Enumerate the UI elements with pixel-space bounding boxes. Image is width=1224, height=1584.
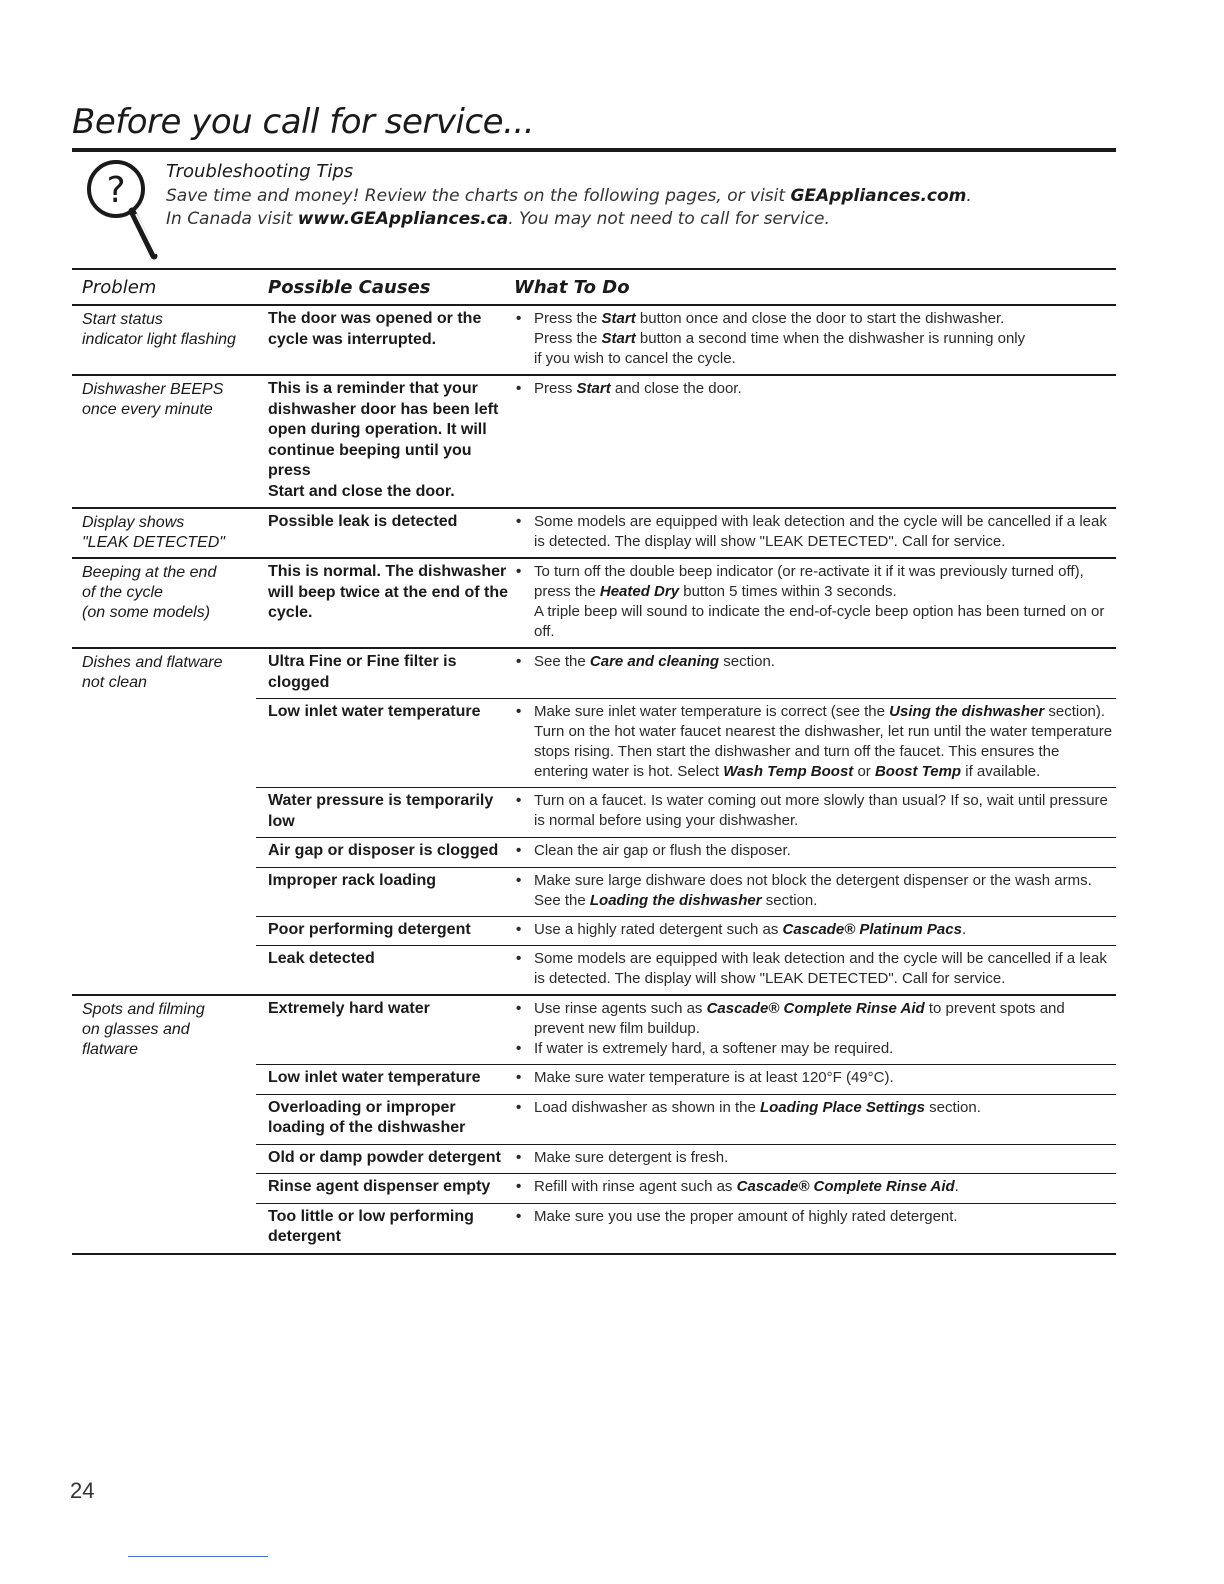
table-row — [256, 1144, 1116, 1174]
todo-text: Make sure inlet water temperature is correct (see the Using the dishwasher section). Turn on the hot water faucet nearest the dishwasher, let run until the water temperature stops rising. Then start the dishwasher and turn off the faucet. This ensures the entering water is hot. Select Wash Temp Boost or Boost Temp if available. — [534, 703, 1113, 780]
todo-text: Some models are equipped with leak detection and the cycle will be cancelled if a leak is detected. The display will show "LEAK DETECTED". Call for service. — [534, 513, 1107, 550]
todo-text: Clean the air gap or flush the disposer. — [534, 842, 791, 859]
what-to-do — [514, 699, 1116, 787]
todo-text: See the Care and cleaning section. — [534, 653, 775, 670]
bullet-icon: • — [516, 703, 522, 720]
problem-label: Beeping at the end of the cycle (on some models) — [82, 564, 217, 621]
what-to-do — [514, 1204, 1116, 1253]
table-row — [256, 996, 1116, 1064]
todo-line — [514, 512, 1116, 552]
what-to-do — [514, 559, 1116, 647]
table-header — [72, 270, 1116, 304]
table-row — [256, 1203, 1116, 1253]
problem-group — [72, 374, 1116, 507]
ge-canada-website-link[interactable]: www.GEAppliances.ca — [297, 209, 509, 229]
table-row — [256, 376, 1116, 507]
bullet-icon: • — [516, 920, 522, 938]
todo-text: Turn on a faucet. Is water coming out more slowly than usual? If so, wait until pressure is normal before using your dishwasher. — [534, 792, 1108, 829]
table-row — [256, 867, 1116, 916]
bullet-icon: • — [516, 513, 522, 530]
header-problem: Problem — [82, 276, 157, 298]
title-rule — [72, 148, 1116, 152]
table-row — [256, 306, 1116, 374]
todo-line — [514, 1207, 1116, 1227]
table-row — [256, 649, 1116, 698]
bullet-icon: • — [516, 842, 522, 859]
bullet-icon: • — [516, 950, 522, 967]
possible-cause: Improper rack loading — [268, 871, 437, 889]
page-title: Before you call for service... — [72, 102, 534, 142]
todo-text: Press Start and close the door. — [534, 380, 742, 397]
what-to-do — [514, 868, 1116, 916]
table-row — [256, 837, 1116, 867]
table-body — [72, 304, 1116, 1253]
possible-cause: Low inlet water temperature — [268, 703, 481, 720]
bullet-icon — [514, 329, 534, 349]
todo-line — [514, 702, 1116, 782]
todo-text: Make sure large dishware does not block the detergent dispenser or the wash arms. See the Loading the dishwasher section. — [534, 871, 1092, 909]
possible-cause: Water pressure is temporarily low — [268, 792, 494, 830]
what-to-do — [514, 996, 1116, 1064]
problem-label: Start status indicator light flashing — [82, 311, 236, 348]
table-row — [256, 1094, 1116, 1144]
bullet-icon: • — [516, 1069, 522, 1086]
table-row — [256, 1173, 1116, 1203]
problem-group — [72, 994, 1116, 1253]
table-row — [256, 945, 1116, 994]
todo-text: Make sure water temperature is at least 120°F (49°C). — [534, 1069, 894, 1086]
possible-cause: This is normal. The dishwasher will beep twice at the end of the cycle. — [268, 563, 509, 621]
problem-label: Dishwasher BEEPS once every minute — [82, 381, 224, 418]
bullet-icon: • — [516, 1040, 522, 1057]
possible-cause: Old or damp powder detergent — [268, 1148, 501, 1166]
tips-line-1: Save time and money! Review the charts on the following pages, or visit GEAppliances.com. — [166, 186, 972, 206]
troubleshooting-table — [72, 268, 1116, 1255]
table-row — [256, 509, 1116, 557]
todo-line — [514, 1098, 1116, 1118]
possible-cause: Poor performing detergent — [268, 920, 471, 938]
todo-line — [514, 1068, 1116, 1088]
what-to-do — [514, 1145, 1116, 1174]
todo-text: If water is extremely hard, a softener may be required. — [534, 1040, 894, 1057]
possible-cause: Low inlet water temperature — [268, 1069, 481, 1086]
table-row — [256, 916, 1116, 946]
todo-text: Some models are equipped with leak detection and the cycle will be cancelled if a leak is detected. The display will show "LEAK DETECTED". Call for service. — [534, 950, 1107, 987]
todo-text: Load dishwasher as shown in the Loading Place Settings section. — [534, 1098, 981, 1116]
todo-line — [514, 949, 1116, 989]
todo-line — [514, 1039, 1116, 1059]
bullet-icon — [514, 349, 534, 369]
table-end-rule — [72, 1253, 1116, 1255]
what-to-do — [514, 1095, 1116, 1144]
todo-text: Make sure detergent is fresh. — [534, 1148, 729, 1166]
bullet-icon: • — [516, 1148, 522, 1166]
bullet-icon: • — [516, 1000, 522, 1017]
possible-cause: This is a reminder that your dishwasher door has been left open during operation. It will continue beeping until you press Start and close the door. — [268, 380, 499, 500]
what-to-do — [514, 376, 1116, 507]
footnote-rule — [128, 1556, 268, 1557]
tips-line-2: In Canada visit www.GEAppliances.ca. You may not need to call for service. — [166, 209, 830, 229]
bullet-icon: • — [516, 310, 522, 327]
todo-line — [514, 841, 1116, 861]
bullet-icon — [514, 602, 534, 642]
bullet-icon: • — [516, 792, 522, 809]
bullet-icon: • — [516, 1098, 522, 1116]
table-row — [256, 1064, 1116, 1094]
problem-label: Spots and filming on glasses and flatware — [82, 1001, 205, 1058]
todo-line — [514, 999, 1116, 1039]
header-todo: What To Do — [514, 276, 630, 298]
what-to-do — [514, 1174, 1116, 1203]
todo-text: Press the Start button a second time when the dishwasher is running only — [534, 330, 1026, 347]
what-to-do — [514, 946, 1116, 994]
bullet-icon: • — [516, 1178, 522, 1195]
todo-line — [514, 920, 1116, 940]
bullet-icon: • — [516, 380, 522, 397]
possible-cause: The door was opened or the cycle was interrupted. — [268, 310, 482, 348]
todo-line — [514, 309, 1116, 329]
possible-cause: Air gap or disposer is clogged — [268, 842, 499, 859]
problem-label: Dishes and flatware not clean — [82, 654, 223, 691]
question-magnifier-icon — [74, 156, 174, 266]
todo-text: Press the Start button once and close the door to start the dishwasher. — [534, 310, 1005, 327]
header-causes: Possible Causes — [268, 276, 431, 298]
bullet-icon: • — [516, 563, 522, 580]
bullet-icon: • — [516, 653, 522, 670]
possible-cause: Extremely hard water — [268, 1000, 430, 1017]
todo-text: if you wish to cancel the cycle. — [534, 350, 736, 367]
possible-cause: Leak detected — [268, 950, 375, 967]
todo-line — [514, 1148, 1116, 1168]
possible-cause: Rinse agent dispenser empty — [268, 1178, 491, 1195]
problem-group — [72, 304, 1116, 374]
tips-heading: Troubleshooting Tips — [166, 161, 354, 182]
problem-group — [72, 557, 1116, 647]
todo-line — [514, 652, 1116, 672]
possible-cause: Too little or low performing detergent — [268, 1207, 474, 1245]
problem-label: Display shows "LEAK DETECTED" — [82, 514, 225, 551]
what-to-do — [514, 509, 1116, 557]
todo-line — [514, 1177, 1116, 1197]
bullet-icon: • — [516, 871, 522, 889]
table-row — [256, 698, 1116, 787]
possible-cause: Overloading or improper loading of the dishwasher — [268, 1098, 466, 1136]
todo-text: Use rinse agents such as Cascade® Complete Rinse Aid to prevent spots and prevent new film buildup. — [534, 1000, 1065, 1037]
ge-website-link[interactable]: GEAppliances.com — [790, 186, 967, 206]
what-to-do — [514, 649, 1116, 698]
what-to-do — [514, 1065, 1116, 1094]
todo-text: Use a highly rated detergent such as Cascade® Platinum Pacs. — [534, 920, 967, 938]
what-to-do — [514, 788, 1116, 837]
problem-group — [72, 647, 1116, 994]
todo-line — [514, 791, 1116, 831]
bullet-icon: • — [516, 1207, 522, 1225]
todo-text: Make sure you use the proper amount of highly rated detergent. — [534, 1207, 958, 1225]
todo-text: A triple beep will sound to indicate the end-of-cycle beep option has been turned on or off. — [534, 603, 1105, 640]
todo-line — [514, 379, 1116, 399]
what-to-do — [514, 838, 1116, 867]
page-number: 24 — [70, 1478, 95, 1503]
todo-line — [514, 871, 1116, 911]
table-row — [256, 559, 1116, 647]
todo-text: Refill with rinse agent such as Cascade® Complete Rinse Aid. — [534, 1178, 959, 1195]
todo-line — [514, 562, 1116, 602]
todo-line — [514, 349, 1116, 369]
possible-cause: Possible leak is detected — [268, 513, 458, 530]
todo-line — [514, 602, 1116, 642]
possible-cause: Ultra Fine or Fine filter is clogged — [268, 653, 457, 691]
what-to-do — [514, 306, 1116, 374]
todo-text: To turn off the double beep indicator (or re-activate it if it was previously turned off), press the Heated Dry button 5 times within 3 seconds. — [534, 563, 1084, 600]
what-to-do — [514, 917, 1116, 946]
problem-group — [72, 507, 1116, 557]
svg-text:?: ? — [106, 170, 126, 211]
todo-line — [514, 329, 1116, 349]
table-row — [256, 787, 1116, 837]
